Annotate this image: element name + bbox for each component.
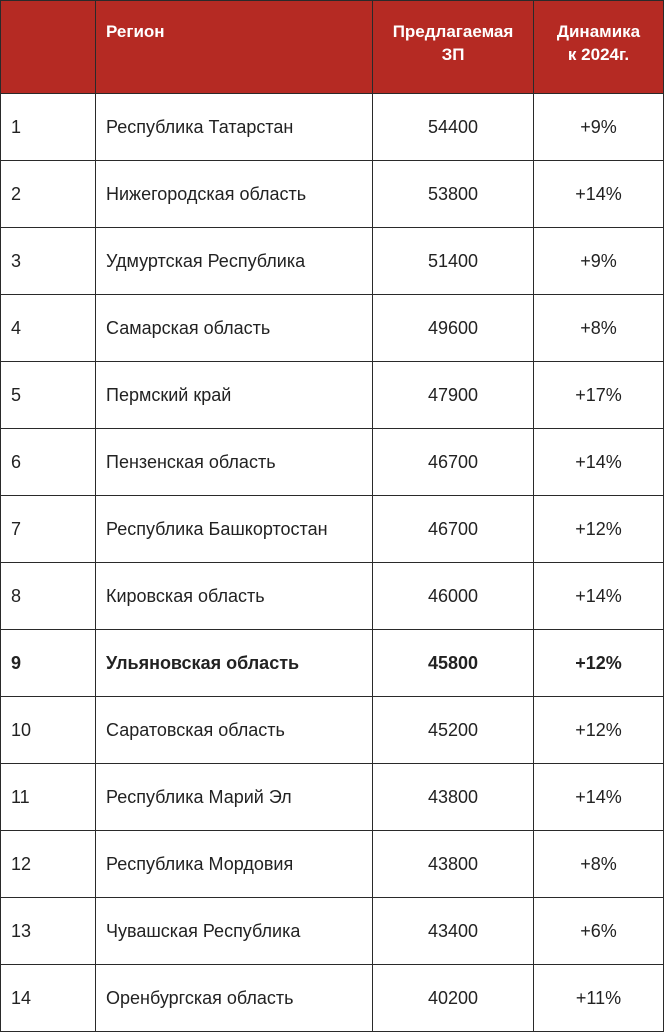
row-salary: 53800 <box>373 161 534 228</box>
row-region: Пермский край <box>96 362 373 429</box>
row-salary: 47900 <box>373 362 534 429</box>
table-row <box>1 362 664 429</box>
row-number: 4 <box>1 295 96 362</box>
row-number: 14 <box>1 965 96 1032</box>
table-row <box>1 697 664 764</box>
row-number: 3 <box>1 228 96 295</box>
row-dynamics: +14% <box>534 563 664 630</box>
table-row <box>1 429 664 496</box>
row-region: Нижегородская область <box>96 161 373 228</box>
table-row <box>1 496 664 563</box>
header-region <box>96 1 373 94</box>
row-dynamics: +8% <box>534 295 664 362</box>
table-row <box>1 965 664 1032</box>
header-salary <box>373 1 534 94</box>
row-region: Пензенская область <box>96 429 373 496</box>
row-region: Республика Марий Эл <box>96 764 373 831</box>
row-salary: 51400 <box>373 228 534 295</box>
row-number: 8 <box>1 563 96 630</box>
table-row <box>1 94 664 161</box>
row-salary: 43400 <box>373 898 534 965</box>
row-region: Самарская область <box>96 295 373 362</box>
row-region: Чувашская Республика <box>96 898 373 965</box>
row-salary: 54400 <box>373 94 534 161</box>
row-number: 12 <box>1 831 96 898</box>
row-number: 9 <box>1 630 96 697</box>
table-row <box>1 161 664 228</box>
row-number: 7 <box>1 496 96 563</box>
table-body <box>1 94 664 1032</box>
header-salary-line2: ЗП <box>441 45 465 64</box>
row-region: Удмуртская Республика <box>96 228 373 295</box>
header-dynamics-line2: к 2024г. <box>567 45 630 64</box>
header-number-label <box>1 1 95 20</box>
row-salary: 43800 <box>373 764 534 831</box>
row-salary: 45200 <box>373 697 534 764</box>
row-region: Саратовская область <box>96 697 373 764</box>
row-dynamics: +14% <box>534 161 664 228</box>
row-salary: 43800 <box>373 831 534 898</box>
table-row <box>1 831 664 898</box>
header-dynamics <box>534 1 664 94</box>
row-dynamics: +11% <box>534 965 664 1032</box>
row-dynamics: +12% <box>534 496 664 563</box>
row-salary: 46700 <box>373 496 534 563</box>
row-number: 2 <box>1 161 96 228</box>
row-number: 10 <box>1 697 96 764</box>
table-row <box>1 563 664 630</box>
table-header-row <box>1 1 664 94</box>
row-salary: 46000 <box>373 563 534 630</box>
row-salary: 40200 <box>373 965 534 1032</box>
row-number: 11 <box>1 764 96 831</box>
table-row <box>1 630 664 697</box>
row-number: 1 <box>1 94 96 161</box>
header-salary-line1: Предлагаемая <box>392 22 514 41</box>
row-number: 13 <box>1 898 96 965</box>
row-region: Республика Мордовия <box>96 831 373 898</box>
row-salary: 49600 <box>373 295 534 362</box>
row-number: 6 <box>1 429 96 496</box>
row-dynamics: +9% <box>534 94 664 161</box>
table-row <box>1 228 664 295</box>
row-region: Кировская область <box>96 563 373 630</box>
row-dynamics: +17% <box>534 362 664 429</box>
table-row <box>1 295 664 362</box>
row-dynamics: +8% <box>534 831 664 898</box>
header-region-label: Регион <box>106 22 165 41</box>
table-row <box>1 898 664 965</box>
row-region: Оренбургская область <box>96 965 373 1032</box>
row-region: Республика Татарстан <box>96 94 373 161</box>
header-number <box>1 1 96 94</box>
row-number: 5 <box>1 362 96 429</box>
row-region: Республика Башкортостан <box>96 496 373 563</box>
row-dynamics: +9% <box>534 228 664 295</box>
row-salary: 45800 <box>373 630 534 697</box>
row-dynamics: +12% <box>534 697 664 764</box>
row-salary: 46700 <box>373 429 534 496</box>
row-dynamics: +14% <box>534 764 664 831</box>
table-row <box>1 764 664 831</box>
row-dynamics: +14% <box>534 429 664 496</box>
row-dynamics: +6% <box>534 898 664 965</box>
header-dynamics-line1: Динамика <box>556 22 641 41</box>
row-region: Ульяновская область <box>96 630 373 697</box>
row-dynamics: +12% <box>534 630 664 697</box>
